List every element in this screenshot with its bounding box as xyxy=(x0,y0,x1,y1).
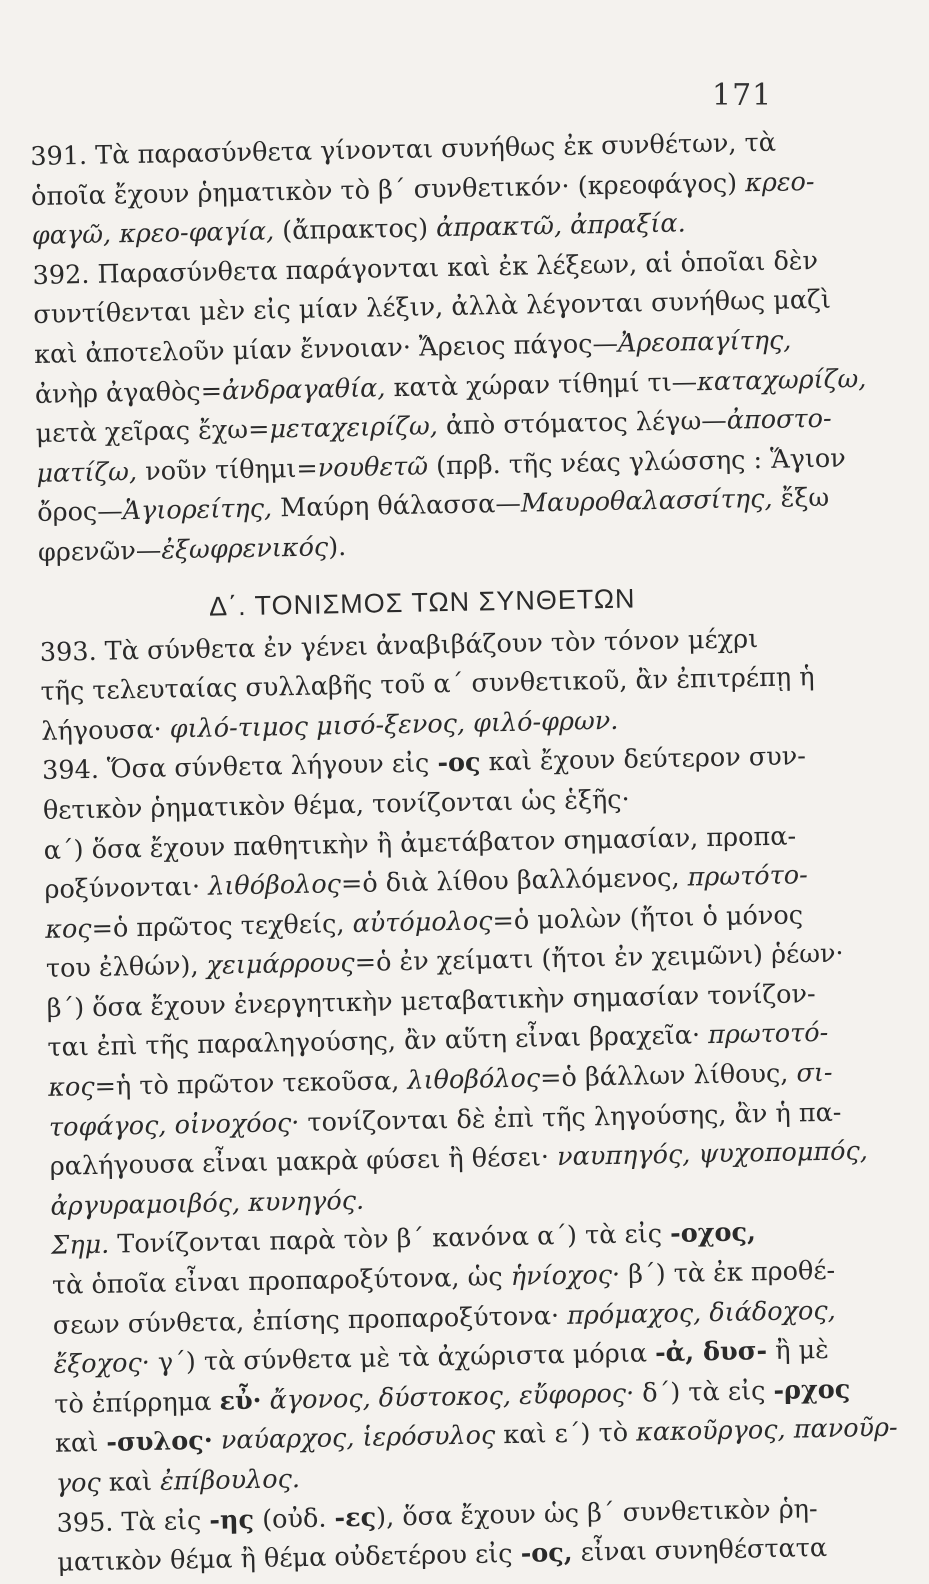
text-segment: πρωτοτό- xyxy=(707,1018,829,1051)
text-segment: πρόμαχος, διάδοχος, xyxy=(566,1295,837,1331)
text-segment: ροξύνονται· xyxy=(44,871,209,905)
text-segment: νοῦν τίθημι= xyxy=(136,453,319,487)
text-segment: φαγῶ, κρεο-φαγία, xyxy=(31,216,275,252)
text-segment: -συλος· xyxy=(106,1426,213,1459)
text-segment: κος xyxy=(47,1072,95,1103)
text-segment: =ὁ βάλλων λίθους, xyxy=(539,1058,797,1094)
text-segment: -ρχος xyxy=(773,1374,851,1406)
text-segment: λιθοβόλος xyxy=(407,1063,541,1096)
text-segment: του ἐλθών), xyxy=(45,951,207,985)
text-segment: ἔξω xyxy=(772,483,830,515)
text-segment: ἔξοχος· xyxy=(53,1348,151,1380)
text-segment: ), ὅσα ἔχουν ὡς β΄ συνθετικὸν ῥη- xyxy=(375,1493,818,1533)
text-segment: κος xyxy=(44,913,92,945)
text-segment: -οχος, xyxy=(669,1217,757,1250)
text-segment: ὁποῖα ἔχουν ῥηματικὸν τὸ β΄ συνθετικόν· (κρεοφάγος) xyxy=(30,167,746,212)
text-segment: καταχωρίζω, xyxy=(696,363,867,397)
text-segment: λιθόβολος xyxy=(207,869,342,902)
text-segment: =ὁ μολὼν (ἤτοι ὁ μόνος xyxy=(492,899,804,936)
text-segment: Ἁγιορείτης, xyxy=(122,493,273,527)
text-segment: σεων σύνθετα, ἐπίσης προπαροξύτονα· xyxy=(52,1300,568,1341)
text-segment: ἢ μὲ xyxy=(766,1335,830,1367)
text-segment: κατὰ χώραν τίθημί τι— xyxy=(385,366,698,403)
text-segment: ἀνὴρ ἀγαθὸς= xyxy=(34,375,223,410)
text-segment: β΄) ὅσα ἔχουν ἐνεργητικὴν μεταβατικὴν σημασίαν τονίζον- xyxy=(46,978,816,1024)
text-segment: Δ΄. ΤΟΝΙΣΜΟΣ ΤΩΝ ΣΥΝΘΕΤΩΝ xyxy=(208,582,636,622)
text-segment: σι- xyxy=(796,1057,833,1089)
body-text xyxy=(30,122,898,1583)
text-segment: 394. Ὅσα σύνθετα λήγουν εἰς xyxy=(41,748,438,787)
text-segment: Μαύρη θάλασσα— xyxy=(271,488,522,524)
text-segment: γος xyxy=(55,1467,101,1499)
text-segment: -ος xyxy=(437,747,481,779)
text-segment: ἐπίβουλος. xyxy=(159,1464,301,1497)
text-segment: ναύαρχος, ἱερόσυλος xyxy=(220,1420,496,1456)
text-segment: κρεο- xyxy=(744,166,815,198)
text-segment: ραλήγουσα εἶναι μακρὰ φύσει ἢ θέσει· xyxy=(49,1142,558,1183)
text-segment: κακοῦργος, πανοῦρ- xyxy=(635,1412,898,1449)
text-segment: αὐτόμολος xyxy=(352,905,493,939)
text-segment: ἀπρακτῶ, ἀπραξία. xyxy=(435,208,686,244)
text-segment: φιλό-τιμος μισό-ξενος, φιλό-φρων. xyxy=(169,705,619,745)
text-segment: λήγουσα· xyxy=(41,714,171,747)
text-segment: -ος, xyxy=(520,1538,573,1570)
text-segment: ἐξωφρενικός xyxy=(161,532,329,566)
text-segment: ἀποστο- xyxy=(726,403,832,436)
text-segment: δ΄) τὰ εἰς xyxy=(633,1375,774,1409)
text-segment: ἡνίοχος· xyxy=(510,1259,621,1293)
text-segment: -ἀ, δυσ- xyxy=(654,1336,768,1369)
text-segment: χειμάρρους xyxy=(206,948,355,982)
text-segment: νουθετῶ xyxy=(317,451,429,484)
text-segment: ματικὸν θέμα ἢ θέμα οὐδετέρου εἰς xyxy=(57,1539,521,1578)
text-segment: ἀνδραγαθία, xyxy=(221,372,386,406)
text-segment: τῆς τελευταίας συλλαβῆς τοῦ α΄ συνθετικοῦ, ἂν ἐπιτρέπῃ ἡ xyxy=(40,662,815,708)
text-segment: καὶ ἀποτελοῦν μίαν ἔννοιαν· Ἄρειος πάγος— xyxy=(33,328,619,370)
text-segment: Σημ. xyxy=(50,1230,110,1262)
text-segment: -ες xyxy=(334,1502,377,1533)
text-segment: ται ἐπὶ τῆς παραληγούσης, ἂν αὕτη εἶναι βραχεῖα· xyxy=(47,1020,709,1064)
text-segment: ὄρος— xyxy=(36,496,123,529)
text-segment: ἄγονος, δύστοκος, εὔφορος· xyxy=(269,1378,635,1416)
text-segment: φρενῶν— xyxy=(37,535,162,568)
text-segment: Ἀρεοπαγίτης, xyxy=(617,325,792,359)
text-segment: 391. Τὰ παρασύνθετα γίνονται συνήθως ἐκ συνθέτων, τὰ xyxy=(30,127,777,172)
text-segment: τὰ ὁποῖα εἶναι προπαροξύτονα, ὡς xyxy=(51,1262,512,1301)
text-segment: β΄) τὰ ἐκ προθέ- xyxy=(619,1255,836,1290)
text-segment: τὸ ἐπίρρημα xyxy=(54,1386,220,1420)
text-segment: εὖ· xyxy=(219,1385,262,1417)
text-segment: καὶ xyxy=(54,1428,107,1460)
text-segment: ἀργυραμοιβός, κυνηγός. xyxy=(50,1185,365,1222)
text-segment: εἶναι συνηθέστατα xyxy=(572,1533,828,1569)
text-segment: συντίθενται μὲν εἰς μίαν λέξιν, ἀλλὰ λέγονται συνήθως μαζὶ xyxy=(33,285,832,331)
text-segment: Μαυροθαλασσίτης, xyxy=(520,484,773,519)
text-segment: =ὁ ἐν χείματι (ἤτοι ἐν χειμῶνι) ῥέων· xyxy=(354,938,844,979)
text-segment: καὶ ε΄) τὸ xyxy=(494,1418,637,1451)
text-segment: ἀπὸ στόματος λέγω— xyxy=(437,405,728,442)
text-segment: τονίζονται δὲ ἐπὶ τῆς ληγούσης, ἂν ἡ πα- xyxy=(299,1097,842,1138)
text-segment: θετικὸν ῥηματικὸν θέμα, τονίζονται ὡς ἑξῆς· xyxy=(42,784,630,826)
text-segment: πρωτότο- xyxy=(687,860,808,893)
text-segment: (οὐδ. xyxy=(253,1503,335,1535)
text-segment: ). xyxy=(327,531,347,563)
text-segment: γ΄) τὰ σύνθετα μὲ τὰ ἀχώριστα μόρια xyxy=(149,1338,656,1379)
text-segment: Τονίζονται παρὰ τὸν β΄ κανόνα α΄) τὰ εἰς xyxy=(108,1219,671,1261)
text-segment: μεταχειρίζω, xyxy=(269,411,439,445)
text-segment: -ης xyxy=(209,1504,255,1536)
text-segment: καὶ ἔχουν δεύτερον συν- xyxy=(480,741,807,778)
text-segment: ματίζω, xyxy=(36,456,138,489)
text-segment: =ὁ διὰ λίθου βαλλόμενος, xyxy=(340,862,688,900)
text-segment: μετὰ χεῖρας ἔχω= xyxy=(35,414,270,450)
text-segment: =ἡ τὸ πρῶτον τεκοῦσα, xyxy=(94,1065,408,1102)
text-segment: =ὁ πρῶτος τεχθείς, xyxy=(91,908,353,944)
text-segment: 392. Παρασύνθετα παράγονται καὶ ἐκ λέξεων, αἱ ὁποῖαι δὲν xyxy=(32,245,819,291)
text-segment: 395. Τὰ εἰς xyxy=(56,1505,210,1539)
page-number: 171 xyxy=(712,78,773,113)
text-segment: ναυπηγός, ψυχοπομπός, xyxy=(556,1136,869,1173)
text-segment: α΄) ὅσα ἔχουν παθητικὴν ἢ ἀμετάβατον σημασίαν, προπα- xyxy=(43,820,797,866)
text-segment: 393. Τὰ σύνθετα ἐν γένει ἀναβιβάζουν τὸν τόνον μέχρι xyxy=(39,623,759,668)
text-segment: τοφάγος, οἰνοχόος· xyxy=(48,1107,300,1143)
text-segment: καὶ xyxy=(100,1466,161,1498)
text-segment: (ἄπρακτος) xyxy=(273,213,437,247)
text-segment: (πρβ. τῆς νέας γλώσσης : Ἅγιον xyxy=(427,443,847,482)
